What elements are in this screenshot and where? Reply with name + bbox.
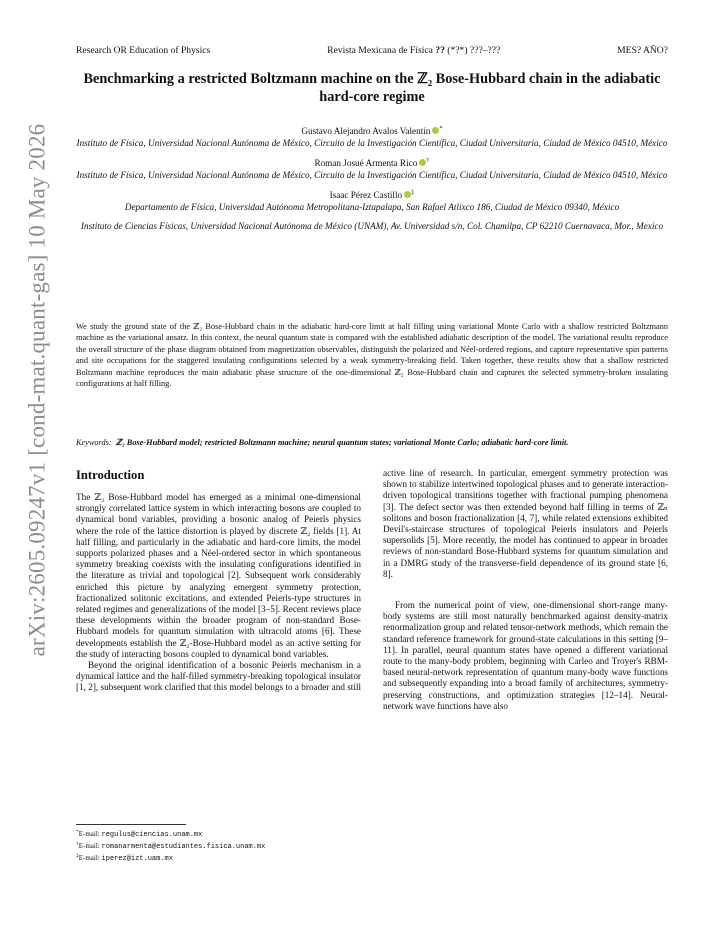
body-paragraph: active line of research. In particular, emergent symmetry protection was shown to stabilize intertwined topological phases and to generate interaction-driven topological transitions together with fractional pumping phenomena [3]. The defect sector was then extended beyond half filling in terms of ℤₙ solitons and boson fractionalization [4, 7], while related extensions exhibited Devil's-staircase structures of topological Peierls insulators and Peierls supersolids [5]. More recently, the model has continued to appear in broader reviews of non-standard Bose-Hubbard systems for quantum simulation and in a DMRG study of the transverse-field dependence of its ground state [6, 8].: [383, 468, 668, 579]
keywords-text: ℤ₂ Bose-Hubbard model; restricted Boltzmann machine; neural quantum states; variational Monte Carlo; adiabatic hard-core limit.: [115, 438, 569, 447]
arxiv-sidebar: [12, 110, 62, 670]
body-paragraph: Beyond the original identification of a bosonic Peierls mechanism in a dynamical lattice and the half-filled symmetry-breaking topological insulator [1, 2], subsequent work clarified that this model belongs to a broader and still: [76, 660, 362, 693]
abstract: We study the ground state of the ℤ₂ Bose-Hubbard chain in the adiabatic hard-core limit at half filling using variational Monte Carlo with a shallow restricted Boltzmann machine as the variational ansatz. In this context, the neural quantum state is compared with the established adiabatic description of the model. The variational results reproduce the overall structure of the phase diagram obtained from magnetization observables, distinguish the polarized and Néel-ordered regions, and capture representative spin patterns and site occupations for the staggered insulating configurations selected by a weak symmetry-breaking field. Taken together, these results show that a shallow restricted Boltzmann machine reproduces the main adiabatic phase structure of the one-dimensional ℤ₂ Bose-Hubbard chain and captures the selected symmetry-broken insulating configurations at half filling.: [76, 322, 668, 389]
header-center: Revista Mexicana de Física ?? (*?*) ???–???: [327, 45, 501, 56]
right-column: [383, 468, 668, 712]
email-link[interactable]: romanarmenta@estudiantes.fisica.unam.mx: [101, 843, 266, 852]
left-column: [76, 468, 361, 694]
header-left: Research OR Education of Physics: [76, 45, 211, 56]
footnote-rule: [76, 824, 186, 825]
body-paragraph: From the numerical point of view, one-dimensional short-range many-body systems are still most naturally benchmarked against density-matrix renormalization group and related tensor-network methods, which remain the standard reference framework for ground-state calculations in this setting [9–11]. In parallel, neural quantum states have opened a different variational route to the many-body problem, beginning with Carleo and Troyer's RBM-based neural-network representation of quantum many-body wave functions and subsequently expanding into a broad family of architectures, symmetry-preserving constructions, and optimization strategies [12–14]. Neural-network wave functions have also: [383, 600, 668, 711]
email-link[interactable]: iperez@izt.uam.mx: [101, 855, 173, 864]
author-name: Roman Josué Armenta Rico †: [314, 157, 430, 169]
arxiv-identifier: arXiv:2605.09247v1 [cond-mat.quant-gas] 10 May 2026: [24, 123, 49, 657]
author-name: Isaac Pérez Castillo ‡: [329, 189, 415, 201]
extra-affiliation: Instituto de Ciencias Físicas, Universidad Nacional Autónoma de México (UNAM), Av. Universidad s/n, Col. Chamilpa, CP 62210 Cuernavaca, Mor., Mexico: [80, 220, 664, 231]
running-header: [76, 45, 668, 56]
paper-title: Benchmarking a restricted Boltzmann machine on the ℤ₂ Bose-Hubbard chain in the adiabatic hard-core regime: [83, 71, 661, 105]
author-name: Gustavo Alejandro Avalos Valentín *: [301, 125, 443, 136]
footnote: *E-mail: regulus@ciencias.unam.mx: [76, 829, 203, 839]
author-affiliation: Departamento de Física, Universidad Autónoma Metropolitana-Iztapalapa, San Rafael Atlixco 186, Ciudad de México 09340, México: [124, 201, 620, 212]
keywords-label: Keywords:: [76, 438, 112, 447]
author-affiliation: Instituto de Física, Universidad Nacional Autónoma de México, Circuito de la Investigación Científica, Ciudad Universitaria, Ciudad de México 04510, México: [76, 169, 668, 180]
email-link[interactable]: regulus@ciencias.unam.mx: [101, 831, 203, 839]
body-paragraph: The ℤ₂ Bose-Hubbard model has emerged as a minimal one-dimensional strongly correlated lattice system in which interacting bosons are coupled to dynamical bond variables, providing a bosonic analog of Peierls physics where the role of the lattice distortion is played by discrete ℤ₂ fields [1]. At half filling, and particularly in the adiabatic and hard-core limits, the model supports polarized phases and a Néel-ordered sector in which spontaneous symmetry breaking coexists with the insulating configurations identified in the literature as trivial and topological [2]. Subsequent work considerably enriched this picture by analyzing emergent symmetry protection, fractionalized solitonic excitations, and extended Peierls-type structures in related regimes and generalizations of the model [3–5]. Recent reviews place these developments within the broader program of non-standard Bose-Hubbard models for quantum simulation with ultracold atoms [6]. These developments establish the ℤ₂-Bose-Hubbard model as an active setting for the study of interacting bosons coupled to dynamical bond variables.: [76, 492, 361, 659]
keywords: [76, 438, 668, 449]
footnote: †E-mail: romanarmenta@estudiantes.fisica.unam.mx: [76, 841, 266, 852]
footnote: ‡E-mail: iperez@izt.uam.mx: [76, 853, 173, 864]
header-right: MES? AÑO?: [617, 45, 668, 56]
author-affiliation: Instituto de Física, Universidad Nacional Autónoma de México, Circuito de la Investigación Científica, Ciudad Universitaria, Ciudad de México 04510, México: [76, 137, 668, 148]
section-heading: Introduction: [76, 468, 145, 482]
author-block: [76, 123, 668, 232]
footnotes: [76, 824, 361, 865]
